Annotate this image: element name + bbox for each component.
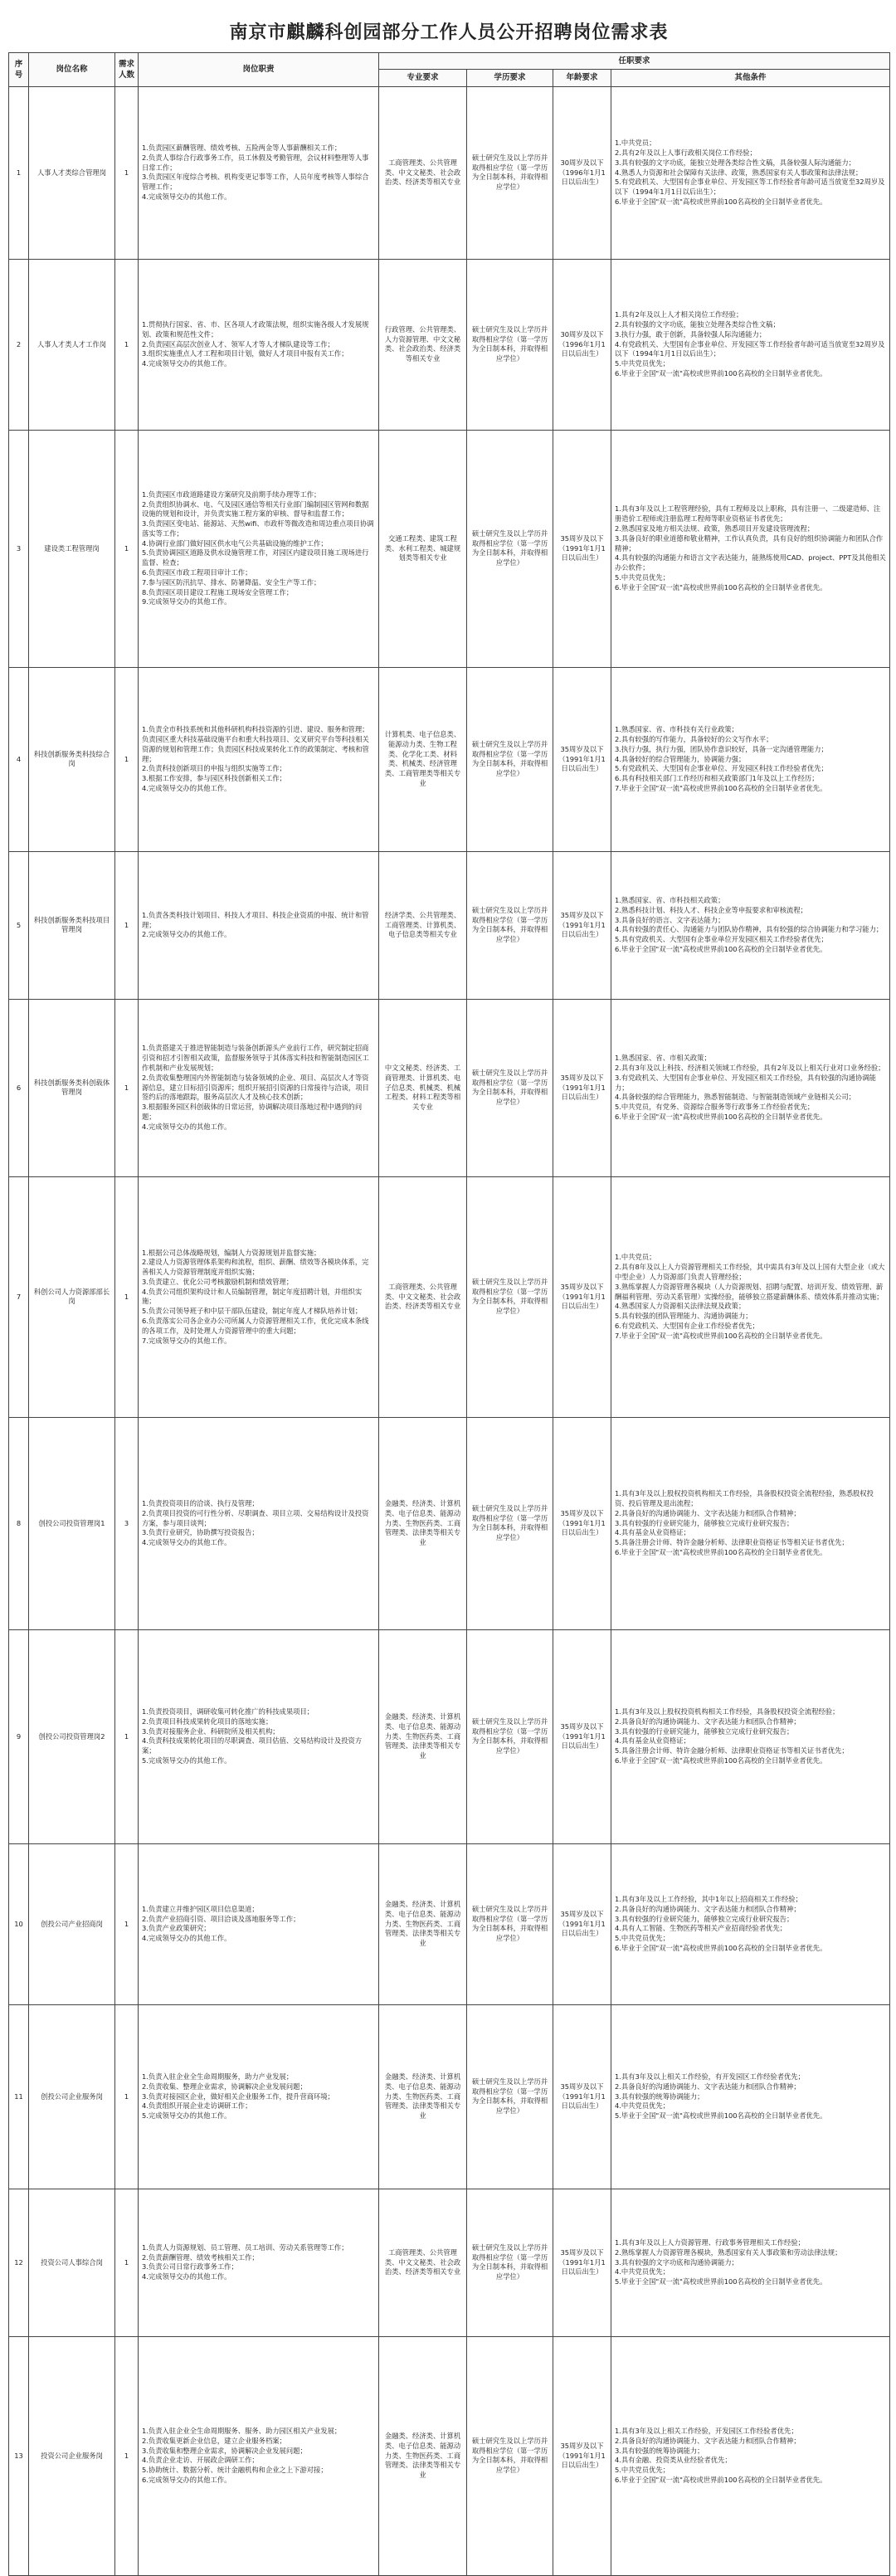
cond-line: 3.具有较强的行业研究能力，能够独立完成行业研究报告；: [615, 1518, 794, 1527]
cell-seq: 6: [9, 999, 29, 1176]
cell-duty: [139, 667, 379, 851]
cell-seq: 11: [9, 2004, 29, 2189]
cell-seq: 12: [9, 2189, 29, 2336]
cell-major: 工商管理类、公共管理类、中文文秘类、社会政治类、经济类等相关专业: [379, 86, 467, 259]
header-other: 其他条件: [611, 70, 890, 86]
cell-age: 35周岁及以下（1991年1月1日以后出生）: [553, 667, 611, 851]
cond-line: 4.具备较好的综合管理能力，协调能力强；: [615, 754, 746, 763]
cell-age: 35周岁及以下（1991年1月1日以后出生）: [553, 1843, 611, 2004]
duty-line: 3.负责产业政策研究；: [142, 1924, 211, 1933]
cell-post: 建设类工程管理岗: [29, 430, 115, 667]
header-major: 专业要求: [379, 70, 467, 86]
cond-line: 4.具有人工智能、生物医药等相关产业招商经验者优先；: [615, 1924, 787, 1933]
header-requirements: 任职要求: [379, 53, 890, 70]
cell-age: 35周岁及以下（1991年1月1日以后出生）: [553, 851, 611, 999]
cond-line: 2.具有3年及以上科技、经济相关领域工作经验，具有2年及以上相关行业对口业务经验；: [615, 1064, 885, 1073]
duty-line: 8.负责园区项目建设工程施工现场安全管理工作；: [142, 587, 294, 597]
cond-line: 4.熟悉国家人力资源相关法律法规及政策；: [615, 1302, 746, 1311]
cell-count: 1: [115, 1629, 139, 1843]
cond-line: 3.具有较强的统筹协调能力；: [615, 2091, 704, 2101]
cell-age: 35周岁及以下（1991年1月1日以后出生）: [553, 1629, 611, 1843]
cell-other: [611, 86, 890, 259]
duty-line: 3.根据服务园区科创载体的日常运营，协调解决项目落地过程中遇到的问题；: [142, 1103, 363, 1121]
cond-line: 6.毕业于全国"双一流"高校或世界前100名高校的全日制毕业者优先。: [615, 2476, 827, 2485]
cell-major: 交通工程类、建筑工程类、水利工程类、城建规划类等相关专业: [379, 430, 467, 667]
cell-edu: 硕士研究生及以上学历并取得相应学位（第一学历为全日制本科，并取得相应学位）: [467, 1176, 553, 1417]
duty-line: 4.完成领导交办的其他工作。: [142, 1122, 231, 1131]
duty-line: 2.负责人事综合行政事务工作，员工休假及考勤管理，会议材料整理等人事日常工作；: [142, 153, 369, 172]
table-row: [9, 851, 890, 999]
cond-line: 2.具备良好的沟通协调能力、文字表达能力和团队合作精神；: [615, 1904, 801, 1913]
cell-major: 金融类、经济类、计算机类、电子信息类、能源动力类、生物医药类、工商管理类、法律类等相关专业: [379, 1417, 467, 1629]
duty-line: 1.负责人力资源规划、员工管理、员工培训、劳动关系管理等工作；: [142, 2242, 348, 2252]
table-row: [9, 430, 890, 667]
cell-count: 1: [115, 1843, 139, 2004]
cell-major: 工商管理类、公共管理类、中文文秘类、社会政治类、经济类等相关专业: [379, 2189, 467, 2336]
cell-post: 科创公司人力资源部部长岗: [29, 1176, 115, 1417]
cell-duty: [139, 259, 379, 430]
cond-line: 4.具有基金从业资格证；: [615, 1528, 690, 1537]
cell-edu: 硕士研究生及以上学历并取得相应学位（第一学历为全日制本科，并取得相应学位）: [467, 1417, 553, 1629]
table-row: [9, 86, 890, 259]
cell-seq: 3: [9, 430, 29, 667]
cell-count: 1: [115, 1176, 139, 1417]
duty-line: 6.完成领导交办的其他工作。: [142, 2476, 231, 2485]
duty-line: 4.协调行业部门做好园区供水电气公共基础设施的维护工作；: [142, 538, 328, 548]
cell-edu: 硕士研究生及以上学历并取得相应学位（第一学历为全日制本科，并取得相应学位）: [467, 2336, 553, 2575]
cell-edu: 硕士研究生及以上学历并取得相应学位（第一学历为全日制本科，并取得相应学位）: [467, 86, 553, 259]
cond-line: 5.有党政机关、大型国有企事业单位、开发园区等工作经验者年龄可适当放宽至32周岁及以下（1994年1月1日以后出生）；: [615, 178, 885, 197]
cond-line: 6.毕业于全国"双一流"高校或世界前100名高校的全日制毕业者优先。: [615, 197, 827, 206]
duty-line: 1.负责投资项目，调研收集可转化推广的科技成果项目；: [142, 1707, 314, 1717]
duty-line: 2.负责园区高层次创业人才、领军人才等人才梯队建设等工作；: [142, 339, 334, 348]
cond-line: 3.有党政机关、大型国有企事业单位、开发园区相关工作经验，具有较强的沟通协调能力；: [615, 1073, 876, 1092]
table-row: [9, 2189, 890, 2336]
header-seq: 序号: [9, 53, 29, 87]
cond-line: 3.具有较强的行业研究能力，能够独立完成行业研究报告；: [615, 1914, 794, 1923]
cell-post: 人事人才类综合管理岗: [29, 86, 115, 259]
cond-line: 5.毕业于全国"双一流"高校或世界前100名高校的全日制毕业者优先。: [615, 2277, 827, 2286]
cell-duty: [139, 430, 379, 667]
cell-edu: 硕士研究生及以上学历并取得相应学位（第一学历为全日制本科，并取得相应学位）: [467, 999, 553, 1176]
table-row: [9, 2004, 890, 2189]
cell-seq: 1: [9, 86, 29, 259]
cond-line: 1.具有3年及以上相关工作经验，有开发园区工作经验者优先；: [615, 2072, 805, 2082]
cond-line: 2.具有较强的写作能力，具备较好的公文写作水平；: [615, 735, 773, 744]
duty-line: 3.负责建立、优化公司考核激励机制和绩效管理；: [142, 1277, 294, 1286]
cell-major: 金融类、经济类、计算机类、电子信息类、能源动力类、生物医药类、工商管理类、法律类等相关专业: [379, 1629, 467, 1843]
cell-major: 计算机类、电子信息类、能源动力类、生物工程类、化学化工类、材料类、机械类、经济管理类、工商管理类等相关专业: [379, 667, 467, 851]
cond-line: 6.毕业于全国"双一流"高校或世界前100名高校的全日制毕业者优先。: [615, 945, 827, 954]
page-title: 南京市麒麟科创园部分工作人员公开招聘岗位需求表: [229, 22, 669, 43]
duty-line: 1.负责建立并维护园区项目信息渠道；: [142, 1904, 259, 1913]
cond-line: 4.具有金融、投资类从业经验者优先；: [615, 2456, 732, 2465]
duty-line: 4.负责企业走访、开展政企调研工作；: [142, 2456, 259, 2465]
table-row: [9, 1176, 890, 1417]
cond-line: 1.熟悉国家、省、市科技相关政策；: [615, 896, 725, 905]
duty-line: 1.负责投资项目的洽谈、执行及管理；: [142, 1499, 259, 1508]
cell-count: 3: [115, 1417, 139, 1629]
cond-line: 3.执行力强，执行力强，团队协作意识较好，具备一定沟通管理能力；: [615, 744, 828, 753]
header-edu: 学历要求: [467, 70, 553, 86]
cell-count: 1: [115, 667, 139, 851]
cond-line: 3.具有较强的统筹协调能力；: [615, 2446, 704, 2455]
cond-line: 4.具有较强的沟通能力和语言文字表达能力，能熟练使用CAD、project、PPT及其他相关办公软件；: [615, 553, 886, 572]
cond-line: 6.毕业于全国"双一流"高校或世界前100名高校的全日制毕业者优先。: [615, 1756, 827, 1765]
cond-line: 1.熟悉国家、省、市相关政策；: [615, 1054, 711, 1063]
duty-line: 2.负责项目投资的可行性分析、尽职调查、项目立项、交易结构设计及投资方案，参与项目谈判；: [142, 1508, 369, 1527]
cond-line: 6.毕业于全国"双一流"高校或世界前100名高校的全日制毕业者优先。: [615, 1547, 827, 1556]
cell-post: 科技创新服务类科技项目管理岗: [29, 851, 115, 999]
cond-line: 1.具有3年及以上股权投资机构相关工作经验，具备股权投资全流程经验，熟悉股权投资、投后管理及退出流程；: [615, 1489, 874, 1508]
duty-line: 3.负责对接服务企业、科研院所及相关机构；: [142, 1726, 280, 1736]
duty-line: 3.负责收集和整理企业需求，协调解决企业发展问题；: [142, 2446, 307, 2455]
cond-line: 2.具备良好的沟通协调能力、文字表达能力和团队合作精神；: [615, 1717, 801, 1726]
duty-line: 3.根据工作安排，参与园区科技创新相关工作；: [142, 774, 286, 783]
cond-line: 5.毕业于全国"双一流"高校或世界前100名高校的全日制毕业者优先。: [615, 2111, 827, 2121]
cond-line: 6.毕业于全国"双一流"高校或世界前100名高校的全日制毕业者优先。: [615, 582, 827, 592]
cond-line: 1.具有2年及以上人才相关岗位工作经验；: [615, 310, 743, 319]
cond-line: 2.具有较强的文字功底，能独立处理各类综合性文稿；: [615, 320, 780, 329]
cond-line: 6.毕业于全国"双一流"高校或世界前100名高校的全日制毕业者优先。: [615, 1944, 827, 1953]
cell-duty: [139, 1176, 379, 1417]
duty-line: 2.负责科技创新项目的申报与组织实施等工作；: [142, 764, 286, 773]
duty-line: 1.负责各类科技计划项目、科技人才项目、科技企业资质的申报、统计和管理；: [142, 910, 369, 929]
cond-line: 4.具备较强的综合管理能力，熟悉智能制造、与智能制造领域产业链相关公司；: [615, 1093, 856, 1102]
cell-seq: 8: [9, 1417, 29, 1629]
cell-post: 创投公司产业招商岗: [29, 1843, 115, 2004]
duty-line: 1.负责入驻企业全生命周期服务、服务、助力园区相关产业发展；: [142, 2427, 342, 2436]
cond-line: 1.具有3年及以上股权投资机构相关工作经验，具备股权投资全流程经验；: [615, 1707, 840, 1717]
cell-other: [611, 999, 890, 1176]
cond-line: 4.具有较强的责任心、沟通能力与团队协作精神，具有较强的综合协调能力和学习能力；: [615, 925, 884, 934]
cell-post: 投资公司企业服务岗: [29, 2336, 115, 2575]
cond-line: 2.具有8年及以上人力资源管理相关工作经验，其中需具有3年及以上国有大型企业（或大中型企业）人力资源部门负责人管理经验；: [615, 1263, 885, 1282]
cell-duty: [139, 1843, 379, 2004]
duty-line: 5.负责公司领导班子和中层干部队伍建设，制定年度人才梯队培养计划；: [142, 1307, 363, 1316]
duty-line: 4.负责公司组织架构设计和人员编制管理，制定年度招聘计划，并组织实施；: [142, 1287, 363, 1306]
cell-major: 金融类、经济类、计算机类、电子信息类、能源动力类、生物医药类、工商管理类、法律类等相关专业: [379, 1843, 467, 2004]
cell-major: 中文文秘类、经济类、工商管理类、计算机类、电子信息类、机械类、机械工程类、材料工程类等相关专业: [379, 999, 467, 1176]
cond-line: 2.具备良好的沟通协调能力、文字表达能力和团队合作精神；: [615, 1508, 801, 1517]
cell-seq: 4: [9, 667, 29, 851]
duty-line: 1.负责园区薪酬管理、绩效考核、五险两金等人事薪酬相关工作；: [142, 144, 342, 153]
cell-other: [611, 1176, 890, 1417]
cond-line: 5.具有较强的团队管理能力、沟通协调能力；: [615, 1312, 752, 1321]
cell-post: 创投公司投资管理岗2: [29, 1629, 115, 1843]
cell-post: 投资公司人事综合岗: [29, 2189, 115, 2336]
cond-line: 5.具有党政机关、大型国有企事业单位开发园区相关工作经验者优先；: [615, 935, 828, 944]
duty-line: 1.负责搭建关于推进智能制造与装备创新源头产业前行工作，研究制定招商引资和招才引智相关政策，监督服务领导于其体落实科技和智能制造园区工作机制和产业发展规划；: [142, 1044, 369, 1073]
cond-line: 3.具备良好的职业道德和敬业精神，工作认真负责，具有良好的组织协调能力和团队合作精神；: [615, 533, 884, 553]
cell-duty: [139, 2189, 379, 2336]
duty-line: 1.贯彻执行国家、省、市、区各项人才政策法规，组织实施各级人才发展规划、政策和规范性文件；: [142, 320, 369, 338]
cell-post: 创投公司投资管理岗1: [29, 1417, 115, 1629]
header-duty: 岗位职责: [139, 53, 379, 87]
duty-line: 5.协助统计、数据分析、统计金融机构和企业之上下游对接；: [142, 2466, 328, 2475]
cell-duty: [139, 999, 379, 1176]
cond-line: 5.中共党员，有党务、资源综合服务等行政事务工作经验者优先；: [615, 1103, 815, 1112]
cond-line: 1.具有3年及以上人力资源管理、行政事务管理相关工作经验；: [615, 2238, 805, 2247]
table-row: [9, 1417, 890, 1629]
duty-line: 4.完成领导交办的其他工作。: [142, 192, 231, 202]
cell-other: [611, 2189, 890, 2336]
cell-age: 35周岁及以下（1991年1月1日以后出生）: [553, 430, 611, 667]
cell-other: [611, 2336, 890, 2575]
duty-line: 2.完成领导交办的其他工作。: [142, 930, 231, 939]
cell-edu: 硕士研究生及以上学历并取得相应学位（第一学历为全日制本科，并取得相应学位）: [467, 667, 553, 851]
duty-line: 4.完成领导交办的其他工作。: [142, 783, 231, 792]
cond-line: 2.熟练掌握人力资源管理各模块，熟悉国家有关人事政策和劳动法律法规；: [615, 2247, 842, 2257]
cond-line: 6.毕业于全国"双一流"高校或世界前100名高校的全日制毕业者优先。: [615, 1112, 827, 1121]
duty-line: 3.负责园区变电站、能源站、天然wifi、市政杆等微改造和周边重点项目协调落实等工作；: [142, 519, 374, 538]
cell-post: 科技创新服务类科创载体管理岗: [29, 999, 115, 1176]
cond-line: 1.具有3年及以上工程管理经验，具有工程师及以上职称，具有注册一、二级建造师、注册造价工程师或注册监理工程师等职业资格证书者优先；: [615, 504, 881, 523]
cond-line: 5.中共党员优先；: [615, 359, 670, 368]
duty-line: 5.完成领导交办的其他工作。: [142, 2111, 231, 2121]
cell-other: [611, 1417, 890, 1629]
duty-line: 2.负责收集、整理企业需求，协调解决企业发展问题；: [142, 2082, 307, 2091]
cell-other: [611, 259, 890, 430]
duty-line: 5.负责协调园区道路及供水设施管理工作，对园区内建设项目施工现场进行监督、检查；: [142, 548, 369, 567]
cond-line: 5.中共党员优先；: [615, 572, 670, 582]
cell-age: 30周岁及以下（1996年1月1日以后出生）: [553, 259, 611, 430]
duty-line: 2.负责产业招商引资、项目洽谈及落地服务等工作；: [142, 1914, 300, 1923]
cond-line: 3.熟练掌握人力资源管理各模块（人力资源规划、招聘与配置、培训开发、绩效管理、薪酬福利管理、劳动关系管理）实操经验，能够独立搭建薪酬体系、绩效体系并推动实施；: [615, 1282, 884, 1301]
table-row: [9, 1629, 890, 1843]
duty-line: 9.完成领导交办的其他工作。: [142, 597, 231, 606]
table-header: [9, 53, 890, 87]
duty-line: 6.负责园区市政工程项目审计工作；: [142, 568, 252, 577]
duty-line: 1.负责全市科技系统和其他科研机构科技资源的引进、建设、服务和管理；负责园区重大科技基础设施平台和重大科技项目、交叉研究平台等科技相关资源的规划和管理工作；负责园区科技成果转化工作的政策制定、考核和管理；: [142, 725, 369, 763]
duty-line: 3.负责公司日常行政事务工作；: [142, 2262, 238, 2272]
cell-duty: [139, 2004, 379, 2189]
cell-count: 1: [115, 259, 139, 430]
cell-seq: 13: [9, 2336, 29, 2575]
duty-line: 6.负责落实公司各企业办公司所属人力资源管理相关工作，优化完成本条线的各项工作，及时处理人力资源管理中的重大问题；: [142, 1317, 369, 1335]
duty-line: 2.负责组织协调水、电、气及园区通信等相关行业部门编制园区管网和数据设施的规划和设计，并负责实施工程方案的审核、督导和监督工作；: [142, 499, 369, 519]
cond-line: 1.具有3年及以上相关工作经验，开发园区工作经验者优先；: [615, 2427, 798, 2436]
cond-line: 4.有党政机关、大型国有企事业单位、开发园区等工作经验者年龄可适当放宽至32周岁及以下（1994年1月1日以后出生）；: [615, 339, 885, 358]
cell-edu: 硕士研究生及以上学历并取得相应学位（第一学历为全日制本科，并取得相应学位）: [467, 430, 553, 667]
cell-duty: [139, 86, 379, 259]
cell-count: 1: [115, 851, 139, 999]
cell-edu: 硕士研究生及以上学历并取得相应学位（第一学历为全日制本科，并取得相应学位）: [467, 2004, 553, 2189]
duty-line: 4.完成领导交办的其他工作。: [142, 1934, 231, 1943]
cond-line: 3.具有较强的行业研究能力，能够独立完成行业研究报告；: [615, 1726, 794, 1736]
cell-age: 35周岁及以下（1991年1月1日以后出生）: [553, 1176, 611, 1417]
cell-count: 1: [115, 2189, 139, 2336]
cell-post: 人事人才类人才工作岗: [29, 259, 115, 430]
cond-line: 4.中共党员优先；: [615, 2101, 670, 2111]
cell-edu: 硕士研究生及以上学历并取得相应学位（第一学历为全日制本科，并取得相应学位）: [467, 2189, 553, 2336]
cell-age: 35周岁及以下（1991年1月1日以后出生）: [553, 2336, 611, 2575]
cell-age: 35周岁及以下（1991年1月1日以后出生）: [553, 1417, 611, 1629]
table-row: [9, 667, 890, 851]
duty-line: 7.完成领导交办的其他工作。: [142, 1336, 231, 1345]
cond-line: 1.具有3年及以上工作经验，其中1年以上招商相关工作经验；: [615, 1895, 802, 1904]
cond-line: 1.中共党员；: [615, 1253, 656, 1262]
cond-line: 5.具备注册会计师、特许金融分析师、法律职业资格证书等相关证书者优先；: [615, 1538, 849, 1547]
cond-line: 2.具有2年及以上人事行政相关岗位工作经验；: [615, 149, 757, 158]
cell-post: 创投公司企业服务岗: [29, 2004, 115, 2189]
duty-line: 1.根据公司总体战略规划，编制人力资源规划并监督实施；: [142, 1248, 321, 1257]
cond-line: 6.有党政机关、大型国有企业工作经验者优先；: [615, 1321, 759, 1330]
cell-edu: 硕士研究生及以上学历并取得相应学位（第一学历为全日制本科，并取得相应学位）: [467, 259, 553, 430]
cell-edu: 硕士研究生及以上学历并取得相应学位（第一学历为全日制本科，并取得相应学位）: [467, 1843, 553, 2004]
cell-count: 1: [115, 2336, 139, 2575]
cond-line: 2.具备良好的沟通协调能力、文字表达能力和团队合作精神；: [615, 2082, 801, 2091]
recruitment-table: [8, 52, 890, 2576]
cell-other: [611, 1629, 890, 1843]
cell-count: 1: [115, 430, 139, 667]
cond-line: 2.熟悉国家及地方相关法规、政策，熟悉项目开发建设管理流程；: [615, 524, 815, 533]
cell-count: 1: [115, 2004, 139, 2189]
table-row: [9, 1843, 890, 2004]
cell-other: [611, 2004, 890, 2189]
cell-major: 工商管理类、公共管理类、中文文秘类、社会政治类、经济类等相关专业: [379, 1176, 467, 1417]
cond-line: 6.毕业于全国"双一流"高校或世界前100名高校的全日制毕业者优先。: [615, 368, 827, 377]
cond-line: 3.执行力强，敢于创新，具备较强人际沟通能力；: [615, 329, 767, 338]
cond-line: 5.具备注册会计师、特许金融分析师、法律职业资格证书等相关证书者优先；: [615, 1746, 849, 1755]
cell-major: 行政管理、公共管理类、人力资源管理、中文文秘类、社会政治类、经济类等相关专业: [379, 259, 467, 430]
header-age: 年龄要求: [553, 70, 611, 86]
table-body: [9, 86, 890, 2575]
duty-line: 3.负责行业研究，协助撰写投资报告；: [142, 1528, 259, 1537]
cell-duty: [139, 2336, 379, 2575]
cell-edu: 硕士研究生及以上学历并取得相应学位（第一学历为全日制本科，并取得相应学位）: [467, 851, 553, 999]
duty-line: 4.完成领导交办的其他工作。: [142, 2272, 231, 2281]
cell-duty: [139, 851, 379, 999]
cell-other: [611, 851, 890, 999]
duty-line: 4.完成领导交办的其他工作。: [142, 359, 231, 368]
cell-other: [611, 1843, 890, 2004]
cond-line: 5.中共党员优先；: [615, 2466, 670, 2475]
cell-post: 科技创新服务类科技综合岗: [29, 667, 115, 851]
cond-line: 2.具备良好的沟通协调能力、文字表达能力和团队合作精神；: [615, 2436, 801, 2445]
duty-line: 2.负责收集更新企业信息，建立企业服务档案；: [142, 2436, 286, 2445]
duty-line: 3.负责对接园区企业，做好相关企业服务工作，提升营商环境；: [142, 2091, 334, 2101]
cell-seq: 5: [9, 851, 29, 999]
cond-line: 4.具有基金从业资格证；: [615, 1736, 690, 1746]
duty-line: 7.参与园区防汛抗旱、排水、防暑降温、安全生产等工作；: [142, 577, 321, 587]
cell-age: 35周岁及以下（1991年1月1日以后出生）: [553, 2004, 611, 2189]
cell-seq: 2: [9, 259, 29, 430]
cell-seq: 7: [9, 1176, 29, 1417]
duty-line: 4.完成领导交办的其他工作。: [142, 1538, 231, 1547]
cond-line: 3.具备良好的语言、文字表达能力；: [615, 915, 725, 924]
duty-line: 4.负责组织开展企业走访调研工作；: [142, 2101, 252, 2111]
table-row: [9, 259, 890, 430]
cell-duty: [139, 1629, 379, 1843]
cond-line: 3.具有较强的文字功底，能独立处理各类综合性文稿，具备较强人际沟通能力；: [615, 158, 856, 167]
duty-line: 2.负责项目科技成果转化项目的落地实施；: [142, 1717, 273, 1726]
table-row: [9, 999, 890, 1176]
cond-line: 7.毕业于全国"双一流"高校或世界前100名高校的全日制毕业者优先。: [615, 783, 827, 792]
header-count: 需求人数: [115, 53, 139, 87]
cell-seq: 9: [9, 1629, 29, 1843]
cond-line: 5.有党政机关、大型国有企事业单位、开发园区科技工作经验者优先；: [615, 764, 828, 773]
duty-line: 1.负责入驻企业全生命周期服务，助力产业发展；: [142, 2072, 294, 2082]
header-post: 岗位名称: [29, 53, 115, 87]
cell-count: 1: [115, 999, 139, 1176]
duty-line: 3.组织实施重点人才工程和项目计划，做好人才项目申报有关工作；: [142, 349, 348, 358]
duty-line: 2.负责薪酬管理、绩效考核相关工作；: [142, 2252, 259, 2262]
duty-line: 2.负责收集整理国内外智能制造与装备领域的企业、项目、高层次人才等资源信息，建立目标招引资源库；组织开展招引资源的日常接待与洽谈，项目签约后的落地跟踪，服务高层次人才及核心技术创新；: [142, 1073, 369, 1102]
cell-seq: 10: [9, 1843, 29, 2004]
cell-major: 金融类、经济类、计算机类、电子信息类、能源动力类、生物医药类、工商管理类、法律类等相关专业: [379, 2004, 467, 2189]
cond-line: 7.毕业于全国"双一流"高校或世界前100名高校的全日制毕业者优先。: [615, 1331, 827, 1340]
cond-line: 6.具有科技相关部门工作经历和相关政策部门1年及以上工作经历；: [615, 774, 819, 783]
cond-line: 4.熟悉人力资源和社会保障有关法律、政策，熟悉国家有关人事政策和法律法规；: [615, 168, 863, 177]
cell-major: 经济学类、公共管理类、工商管理类、计算机类、电子信息类等相关专业: [379, 851, 467, 999]
cond-line: 5.中共党员优先；: [615, 1934, 670, 1943]
cell-major: 金融类、经济类、计算机类、电子信息类、能源动力类、生物医药类、工商管理类、法律类等相关专业: [379, 2336, 467, 2575]
duty-line: 3.负责园区年度综合考核、机构变更记事等工作，人员年度考核等人事综合管理工作；: [142, 173, 369, 192]
duty-line: 4.负责科技成果转化项目的尽职调查、项目估值、交易结构设计及投资方案；: [142, 1736, 363, 1755]
cell-age: 30周岁及以下（1996年1月1日以后出生）: [553, 86, 611, 259]
duty-line: 5.完成领导交办的其他工作。: [142, 1756, 231, 1765]
duty-line: 1.负责园区市政道路建设方案研究及前期手续办理等工作；: [142, 489, 321, 499]
table-row: [9, 2336, 890, 2575]
cell-duty: [139, 1417, 379, 1629]
cond-line: 4.中共党员优先；: [615, 2267, 670, 2277]
cond-line: 1.中共党员；: [615, 139, 656, 148]
cell-age: 35周岁及以下（1991年1月1日以后出生）: [553, 999, 611, 1176]
cell-count: 1: [115, 86, 139, 259]
cell-other: [611, 430, 890, 667]
cond-line: 3.具有较强的文字功底和沟通协调能力；: [615, 2257, 738, 2267]
cell-age: 35周岁及以下（1991年1月1日以后出生）: [553, 2189, 611, 2336]
duty-line: 2.建设人力资源管理体系架构和流程，组织、薪酬、绩效等各模块体系，完善相关人力资源管理制度并组织实施；: [142, 1258, 369, 1277]
cond-line: 1.熟悉国家、省、市科技有关行业政策；: [615, 725, 738, 734]
cond-line: 2.熟悉科技计划、科技人才、科技企业等申报要求和审核流程；: [615, 905, 807, 914]
cell-edu: 硕士研究生及以上学历并取得相应学位（第一学历为全日制本科，并取得相应学位）: [467, 1629, 553, 1843]
cell-other: [611, 667, 890, 851]
